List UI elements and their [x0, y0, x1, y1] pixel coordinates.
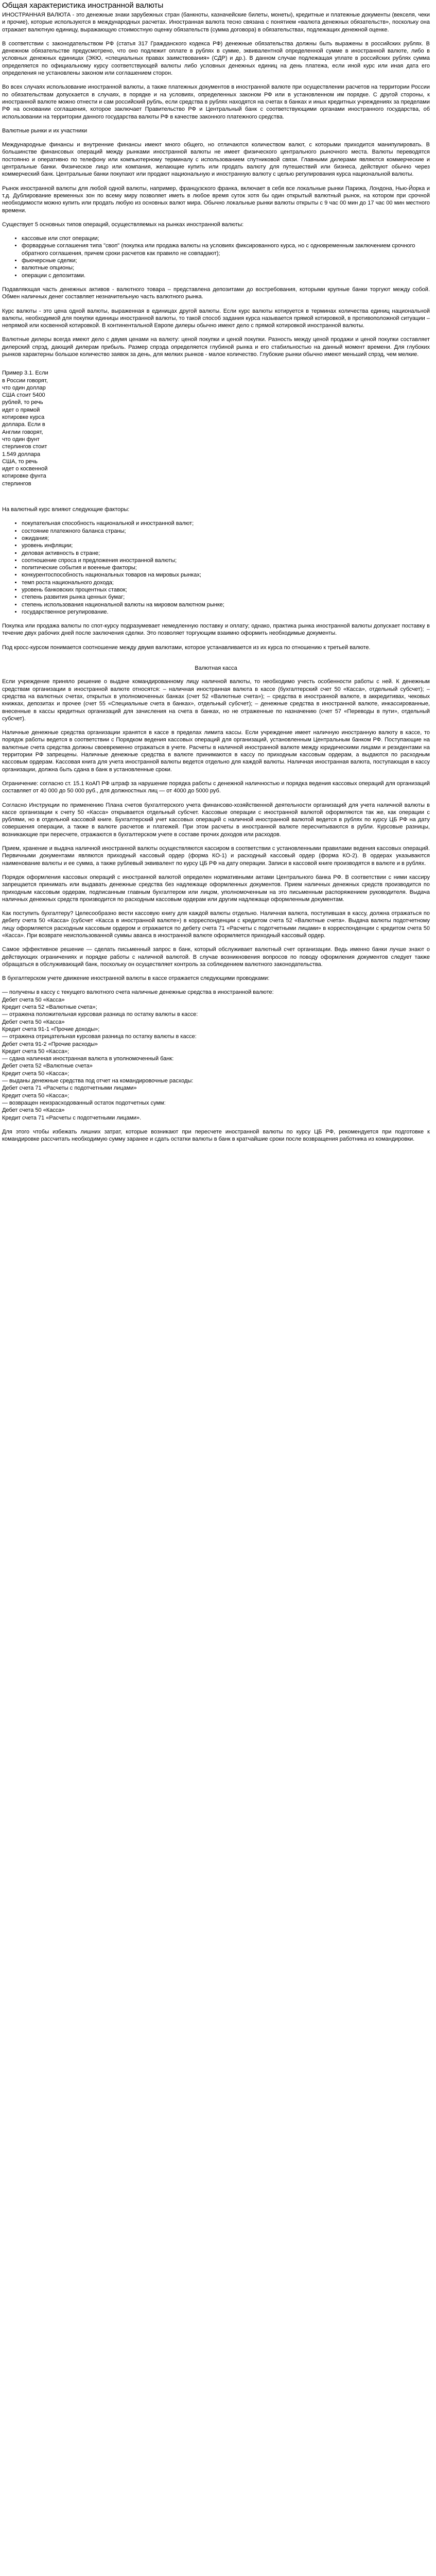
list-item: • государственное регулирование.	[22, 608, 430, 616]
paragraph: Прием, хранение и выдача наличной иностранной валюты осуществляются кассиром в соответствии с установленными правилами ведения кассовых операций. Первичными документами являются приходный кассовый ордер (форма КО-1) и расходный кассовый ордер (форма КО-2). В ордерах указываются наименование валюты и ее сумма, а также рублевый эквивалент по курсу ЦБ РФ на дату операции. Записи в кассовой книге производятся в валюте и в рублях.	[2, 845, 430, 867]
posting-line: — сдана наличная иностранная валюта в уполномоченный банк:	[2, 1056, 174, 1062]
list-item: • деловая активность в стране;	[22, 550, 430, 557]
list-item: • темп роста национального дохода;	[22, 579, 430, 586]
posting-line: Кредит счета 50 «Касса»;	[2, 1070, 69, 1077]
bullet-list	[2, 520, 430, 616]
posting-line: Дебет счета 52 «Валютные счета»	[2, 1063, 93, 1070]
example-block: Пример 3.1. Если в России говорят, что один доллар США стоит 5400 рублей, то речь идет о прямой котировке курса доллара. Если в Англии говорят, что один фунт стерлингов стоит 1.549 доллара США, то речь идет о косвенной котировке фунта стерлингов	[2, 370, 48, 487]
posting-line: Кредит счета 50 «Касса»;	[2, 1092, 69, 1099]
list-item: • фьючерсные сделки;	[22, 257, 430, 264]
paragraph: Для этого чтобы избежать лишних затрат, которые возникают при пересчете иностранной валюты по курсу ЦБ РФ, рекомендуется при подготовке к командировке рассчитать необходимую сумму заранее и сдать остатки валюты в банк в кратчайшие сроки после возвращения работника из командировки.	[2, 1128, 430, 1143]
list-item: • форвардные соглашения типа "своп" (покупка или продажа валюты на условиях фиксированного курса, но с одновременным заключением срочного обратного соглашения, причем сроки расчетов как правило не совпадают);	[22, 242, 430, 257]
posting-line: Дебет счета 50 «Касса»	[2, 1107, 65, 1114]
paragraph: Валютные рынки и их участники	[2, 127, 88, 134]
paragraph: Международные финансы и внутренние финансы имеют много общего, но отличаются количеством валют, с которыми приходится манипулировать. В большинстве финансовых операций между рынками иностранной валюты не имеет физического центрального рыночного места. Валюты переводятся постоянно и оперативно по телефону или компьютерному терминалу с использованием спутниковой связи. Главными дилерами являются коммерческие и центральные банки. Физическое лицо или компания, желающие купить или продать валюту для путешествий или бизнеса, действуют обычно через коммерческий банк. Центральные банки покупают или продают национальную и иностранную валюту с целью регулирования курса национальной валюты.	[2, 142, 430, 178]
paragraph: Валютные дилеры всегда имеют дело с двумя ценами на валюту: ценой покупки и ценой покупки. Разность между ценой продажи и ценой покупки составляет дилерский спрэд, дающий дилерам прибыль. Размер спрэда определяется глубиной рынка и его стабильностью на данный момент времени. Для глубоких рынков характерны большое количество заявок за день, для мелких рынков - малое количество. Глубокие рынки обычно имеют меньший спрэд, чем мелкие.	[2, 336, 430, 358]
page-title: Общая характеристика иностранной валюты	[2, 1, 164, 10]
paragraph: Ограничение: согласно ст. 15.1 КоАП РФ штраф за нарушение порядка работы с денежной наличностью и порядка ведения кассовых операций для организаций составляет от 40 000 до 50 000 руб., для должностных лиц — от 4000 до 5000 руб.	[2, 780, 430, 794]
paragraph: Самое эффективное решение — сделать письменный запрос в банк, который обслуживает валютный счет организации. Ведь именно банки лучше знают о действующих ограничениях и порядке работы с наличной валютой. В случае возникновения вопросов по поводу оформления документов следует также обращаться в обслуживающий банк, поскольку он осуществляет контроль за соблюдением валютного законодательства.	[2, 946, 430, 968]
posting-line: Дебет счета 71 «Расчеты с подотчетными лицами»	[2, 1085, 137, 1092]
posting-line: Кредит счета 50 «Касса»;	[2, 1048, 69, 1055]
bullet-list	[2, 235, 430, 279]
posting-line: Кредит счета 71 «Расчеты с подотчетными лицами».	[2, 1114, 142, 1121]
paragraph: Курс валюты - это цена одной валюты, выраженная в единицах другой валюты. Если курс валюты котируется в терминах количества единиц национальной валюты, необходимой для покупки единицы иностранной валюты, то такой способ задания курса называется прямой котировкой, в противоположной ситуации – непрямой или косвенной котировкой. В континентальной Европе дилеры обычно имеют дело с прямой котировкой иностранной валюты.	[2, 308, 430, 329]
posting-line: — отражена положительная курсовая разница по остатку валюты в кассе:	[2, 1011, 198, 1018]
list-item: • соотношение спроса и предложения иностранной валюты;	[22, 557, 430, 564]
list-item: • состояние платежного баланса страны;	[22, 528, 430, 535]
paragraph: Покупка или продажа валюты по спот-курсу подразумевает немедленную поставку и оплату; однако, практика рынка иностранной валюты допускает поставку в течение двух рабочих дней после заключения сделки. Это позволяет торгующим взаимно оформить необходимые документы.	[2, 623, 430, 637]
list-item: • операции с депозитами.	[22, 272, 430, 279]
paragraph: В соответствии с законодательством РФ (статья 317 Гражданского кодекса РФ) денежные обязательства должны быть выражены в российских рублях. В денежном обязательстве предусмотрено, что оно подлежит оплате в рублях в сумме, эквивалентной определенной сумме в иностранной валюте, либо в условных денежных единицах (ЭКЮ, «специальных правах заимствования» (СДР) и др.). В данном случае подлежащая уплате в российских рублях сумма определяется по официальному курсу соответствующей валюты либо условных денежных единиц на день платежа, если иной курс или иная дата его определения не установлены законом или соглашением сторон.	[2, 40, 430, 77]
list-item: • степень использования национальной валюты на мировом валютном рынке;	[22, 601, 430, 608]
spacer	[2, 499, 430, 506]
paragraph: Рынок иностранной валюты для любой одной валюты, например, французского франка, включает в себя все локальные рынки Парижа, Лондона, Нью-Йорка и т.д. Дублирование временных зон по всему миру позволяет иметь в любое время суток хотя бы один открытый валютный рынок, на котором при срочной необходимости можно купить или продать любую из основных валют мира. Обычно локальные рынки валюты открыты с 9 час 00 мин до 17 час 00 мин местного времени.	[2, 185, 430, 214]
document	[0, 0, 432, 1143]
paragraph: Если учреждение приняло решение о выдаче командированному лицу наличной валюты, то необходимо учесть особенности работы с ней. К денежным средствам организации в иностранной валюте относятся: – наличная иностранная валюта в кассе (бухгалтерский счет 50 «Касса», отдельный субсчет); – средства на валютных счетах, открытых в уполномоченных банках (счет 52 «Валютные счета»); – средства в иностранной валюте, в аккредитивах, чековых книжках, депозитах и прочее (счет 55 «Специальные счета в банках», отдельный субсчет); – денежные средства в иностранной валюте, инкассированные, внесенные в кассы кредитных организаций для зачисления на счета в банках, но не отраженные по назначению (счет 57 «Переводы в пути», отдельный субсчет).	[2, 679, 430, 722]
paragraph: Наличные денежные средства организации хранятся в кассе в пределах лимита кассы. Если учреждение имеет наличную иностранную валюту в кассе, то порядок работы ведется в соответствии с Порядком ведения кассовых операций для организаций, установленным Центральным банком РФ. Поступающие на валютные счета средства должны своевременно отражаться в учете. Расчеты в наличной иностранной валюте между юридическими лицами и резидентами на территории РФ запрещены. Наличные денежные средства в валюте принимаются в кассу по приходным кассовым ордерам, а выдаются по расходным кассовым ордерам. Кассовая книга для учета иностранной валюты ведется отдельно для каждой валюты. Наличная иностранная валюта, поступающая в кассу организации, должна быть сдана в банк в установленные сроки.	[2, 730, 430, 773]
paragraph: ИНОСТРАННАЯ ВАЛЮТА - это денежные знаки зарубежных стран (банкноты, казначейские билеты, монеты), кредитные и платежные документы (векселя, чеки и прочие), которые используются в международных расчетах. Иностранная валюта тесно связана с понятием «валюта денежных обязательств», поскольку она отражает валютную единицу, выражающую стоимостную оценку обязательств (сумма договора) в обязательствах, подлежащих денежной оценке.	[2, 12, 430, 33]
list-item: • покупательная способность национальной и иностранной валют;	[22, 520, 430, 527]
paragraph: Подавляющая часть денежных активов - валютного товара – представлена депозитами до востребования, которыми крупные банки торгуют между собой. Обмен наличных денег составляет незначительную часть валютного рынка.	[2, 286, 430, 300]
list-item: • кассовые или спот операции;	[22, 235, 430, 242]
posting-lines	[2, 989, 430, 1121]
posting-line: Дебет счета 50 «Касса»	[2, 1019, 65, 1025]
document-body	[2, 11, 430, 1143]
posting-line: Дебет счета 50 «Касса»	[2, 996, 65, 1003]
paragraph: Как поступить бухгалтеру? Целесообразно вести кассовую книгу для каждой валюты отдельно. Наличная валюта, поступившая в кассу, должна отражаться по дебету счета 50 «Касса» (субсчет «Касса в иностранной валюте») в корреспонденции с кредитом счета 52 «Валютные счета». Выдача валюты подотчетному лицу оформляется расходным кассовым ордером и отражается по дебету счета 71 «Расчеты с подотчетными лицами» в корреспонденции с кредитом счета 50 «Касса». При возврате неиспользованной суммы аванса в иностранной валюте оформляется приходный кассовый ордер.	[2, 910, 430, 939]
list-item: • валютные опционы;	[22, 264, 430, 272]
posting-line: — возвращен неизрасходованный остаток подотчетных сумм:	[2, 1099, 166, 1106]
list-item: • политические события и военные факторы;	[22, 564, 430, 571]
posting-line: — выданы денежные средства под отчет на командировочные расходы:	[2, 1078, 194, 1084]
paragraph: На валютный курс влияют следующие факторы:	[2, 506, 130, 513]
paragraph: Согласно Инструкции по применению Плана счетов бухгалтерского учета финансово-хозяйственной деятельности организаций для учета наличной валюты в кассе организации к счету 50 «Касса» открывается отдельный субсчет. Кассовые операции с иностранной валютой оформляются так же, как операции с рублями, но в отдельной кассовой книге. Бухгалтерский учет кассовых операций с наличной иностранной валютой ведется в рублях по курсу ЦБ РФ на дату совершения операции, а также в валюте расчетов и платежей. При этом расчеты в иностранной валюте пересчитываются в рубли. Курсовые разницы, возникающие при пересчете, отражаются в бухгалтерском учете в составе прочих доходов или расходов.	[2, 802, 430, 838]
list-item: • уровень банковских процентных ставок;	[22, 586, 430, 594]
posting-line: — отражена отрицательная курсовая разница по остатку валюты в кассе:	[2, 1033, 197, 1040]
list-item: • степень развития рынка ценных бумаг;	[22, 594, 430, 601]
posting-line: — получены в кассу с текущего валютного счета наличные денежные средства в иностранной валюте:	[2, 989, 274, 996]
paragraph: Порядок оформления кассовых операций с иностранной валютой определен нормативными актами Центрального банка РФ. В соответствии с ними кассиру запрещается принимать или выдавать денежные средства без надлежаще оформленных документов. Прием наличных денежных средств производится по приходным кассовым ордерам, подписанным главным бухгалтером или лицом, уполномоченным на это письменным распоряжением руководителя. Выдача наличных денежных средств производится по расходным кассовым ордерам или другим надлежаще оформленным документам.	[2, 874, 430, 903]
posting-line: Кредит счета 52 «Валютные счета»;	[2, 1004, 97, 1011]
list-item: • ожидания;	[22, 535, 430, 542]
list-item: • конкурентоспособность национальных товаров на мировых рынках;	[22, 571, 430, 579]
posting-line: Кредит счета 91-1 «Прочие доходы»;	[2, 1026, 100, 1032]
list-item: • уровень инфляции;	[22, 542, 430, 549]
paragraph: Существует 5 основных типов операций, осуществляемых на рынках иностранной валюты:	[2, 221, 244, 228]
paragraph: В бухгалтерском учете движение иностранной валюты в кассе отражается следующими проводками:	[2, 975, 270, 982]
paragraph: Под кросс-курсом понимается соотношение между двумя валютами, которое устанавливается из их курса по отношению к третьей валюте.	[2, 644, 371, 651]
posting-line: Дебет счета 91-2 «Прочие расходы»	[2, 1041, 98, 1047]
section-heading: Валютная касса	[195, 665, 237, 672]
paragraph: Во всех случаях использование иностранной валюты, а также платежных документов в иностранной валюте при осуществлении расчетов на территории России по обязательствам допускается в случаях, в порядке и на условиях, определенных законом РФ или в установленном им порядке. С другой стороны, к иностранной валюте можно отнести и сам российский рубль, если средства в рублях находятся на счетах в банках и иных кредитных учреждениях за пределами РФ на основании соглашения, которое заключает Правительство РФ и Центральный банк с соответствующими органами иностранного государства, об использовании на территории данного государства валюты РФ в качестве законного платежного средства.	[2, 84, 430, 120]
